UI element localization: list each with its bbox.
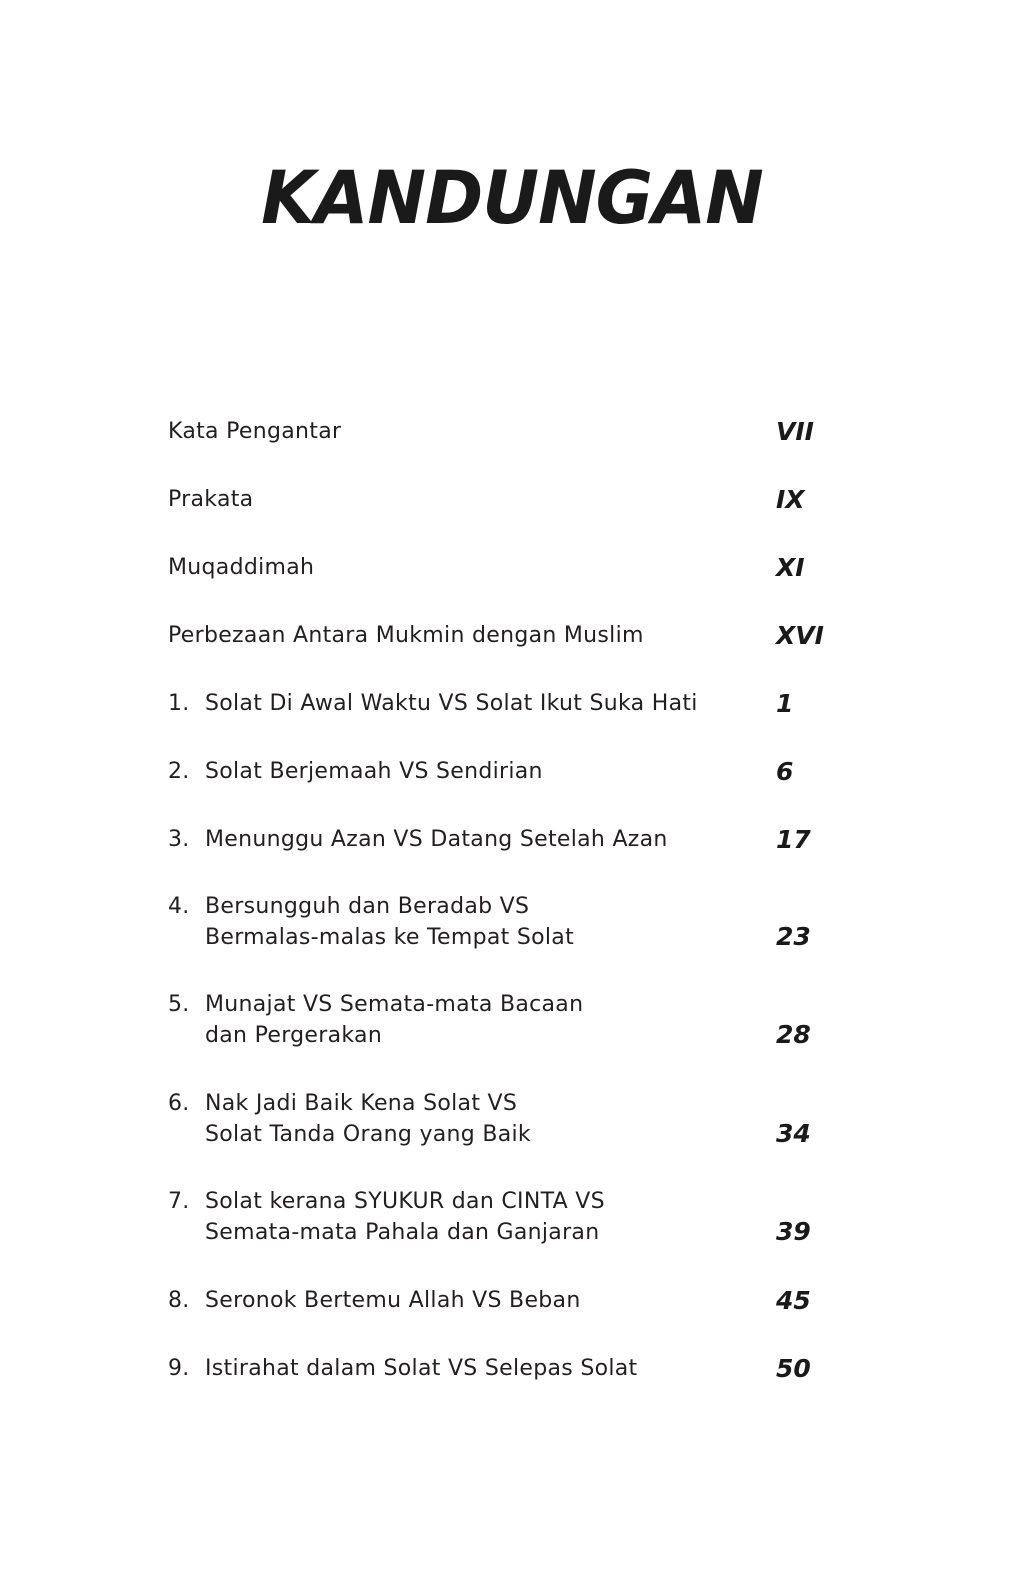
toc-entry-number: 6.	[168, 1091, 190, 1116]
toc-page-number: 50	[776, 1354, 811, 1383]
toc-entry-title: Prakata	[168, 487, 254, 512]
toc-page-number: 28	[776, 1020, 811, 1049]
toc-entry-number: 1.	[168, 691, 190, 716]
toc-page-number: IX	[776, 485, 805, 514]
toc-entry-line: Nak Jadi Baik Kena Solat VS	[205, 1091, 518, 1116]
toc-page-number: 6	[776, 757, 794, 786]
toc-entry-number: 7.	[168, 1189, 190, 1214]
toc-entry-title	[168, 1353, 637, 1384]
toc-entry-line: Seronok Bertemu Allah VS Beban	[205, 1288, 581, 1313]
toc-entry-title	[168, 1285, 581, 1316]
toc-entry-title: Muqaddimah	[168, 555, 315, 580]
toc-page-number: VII	[776, 417, 814, 446]
toc-entry-title	[168, 891, 574, 953]
toc-entry-line: Bermalas-malas ke Tempat Solat	[205, 925, 575, 950]
toc-entry-number: 8.	[168, 1288, 190, 1313]
toc-entry-number: 4.	[168, 894, 190, 919]
toc-entry-line: Munajat VS Semata-mata Bacaan	[205, 992, 584, 1017]
toc-entry-line: Solat Berjemaah VS Sendirian	[205, 759, 543, 784]
toc-page-number: 34	[776, 1119, 811, 1148]
toc-entry-number: 9.	[168, 1356, 190, 1381]
toc-entry-title	[168, 989, 583, 1051]
toc-entry-number: 5.	[168, 992, 190, 1017]
toc-entry-line: Bersungguh dan Beradab VS	[205, 894, 530, 919]
toc-entry-title	[168, 688, 698, 719]
toc-entry-line: dan Pergerakan	[205, 1023, 383, 1048]
toc-entry-line: Menunggu Azan VS Datang Setelah Azan	[205, 827, 668, 852]
toc-entry-number: 3.	[168, 827, 190, 852]
toc-page-number: XVI	[776, 621, 824, 650]
toc-entry-line: Istirahat dalam Solat VS Selepas Solat	[205, 1356, 638, 1381]
toc-entry-line: Solat Tanda Orang yang Baik	[205, 1122, 531, 1147]
toc-page-number: 1	[776, 689, 794, 718]
toc-entry-line: Semata-mata Pahala dan Ganjaran	[205, 1220, 600, 1245]
toc-entry-line: Solat Di Awal Waktu VS Solat Ikut Suka Hati	[205, 691, 698, 716]
page-title: KANDUNGAN	[261, 154, 763, 242]
toc-entry-title	[168, 824, 668, 855]
toc-page-number: XI	[776, 553, 805, 582]
toc-entry-number: 2.	[168, 759, 190, 784]
toc-entry-title: Perbezaan Antara Mukmin dengan Muslim	[168, 623, 644, 648]
toc-entry-title: Kata Pengantar	[168, 419, 342, 444]
toc-page-number: 23	[776, 922, 811, 951]
toc-entry-title	[168, 1088, 531, 1150]
toc-entry-title	[168, 1186, 605, 1248]
toc-page-number: 39	[776, 1217, 811, 1246]
toc-entry-line: Solat kerana SYUKUR dan CINTA VS	[205, 1189, 605, 1214]
toc-page-number: 17	[776, 825, 811, 854]
toc-page-number: 45	[776, 1286, 811, 1315]
toc-entry-title	[168, 756, 543, 787]
